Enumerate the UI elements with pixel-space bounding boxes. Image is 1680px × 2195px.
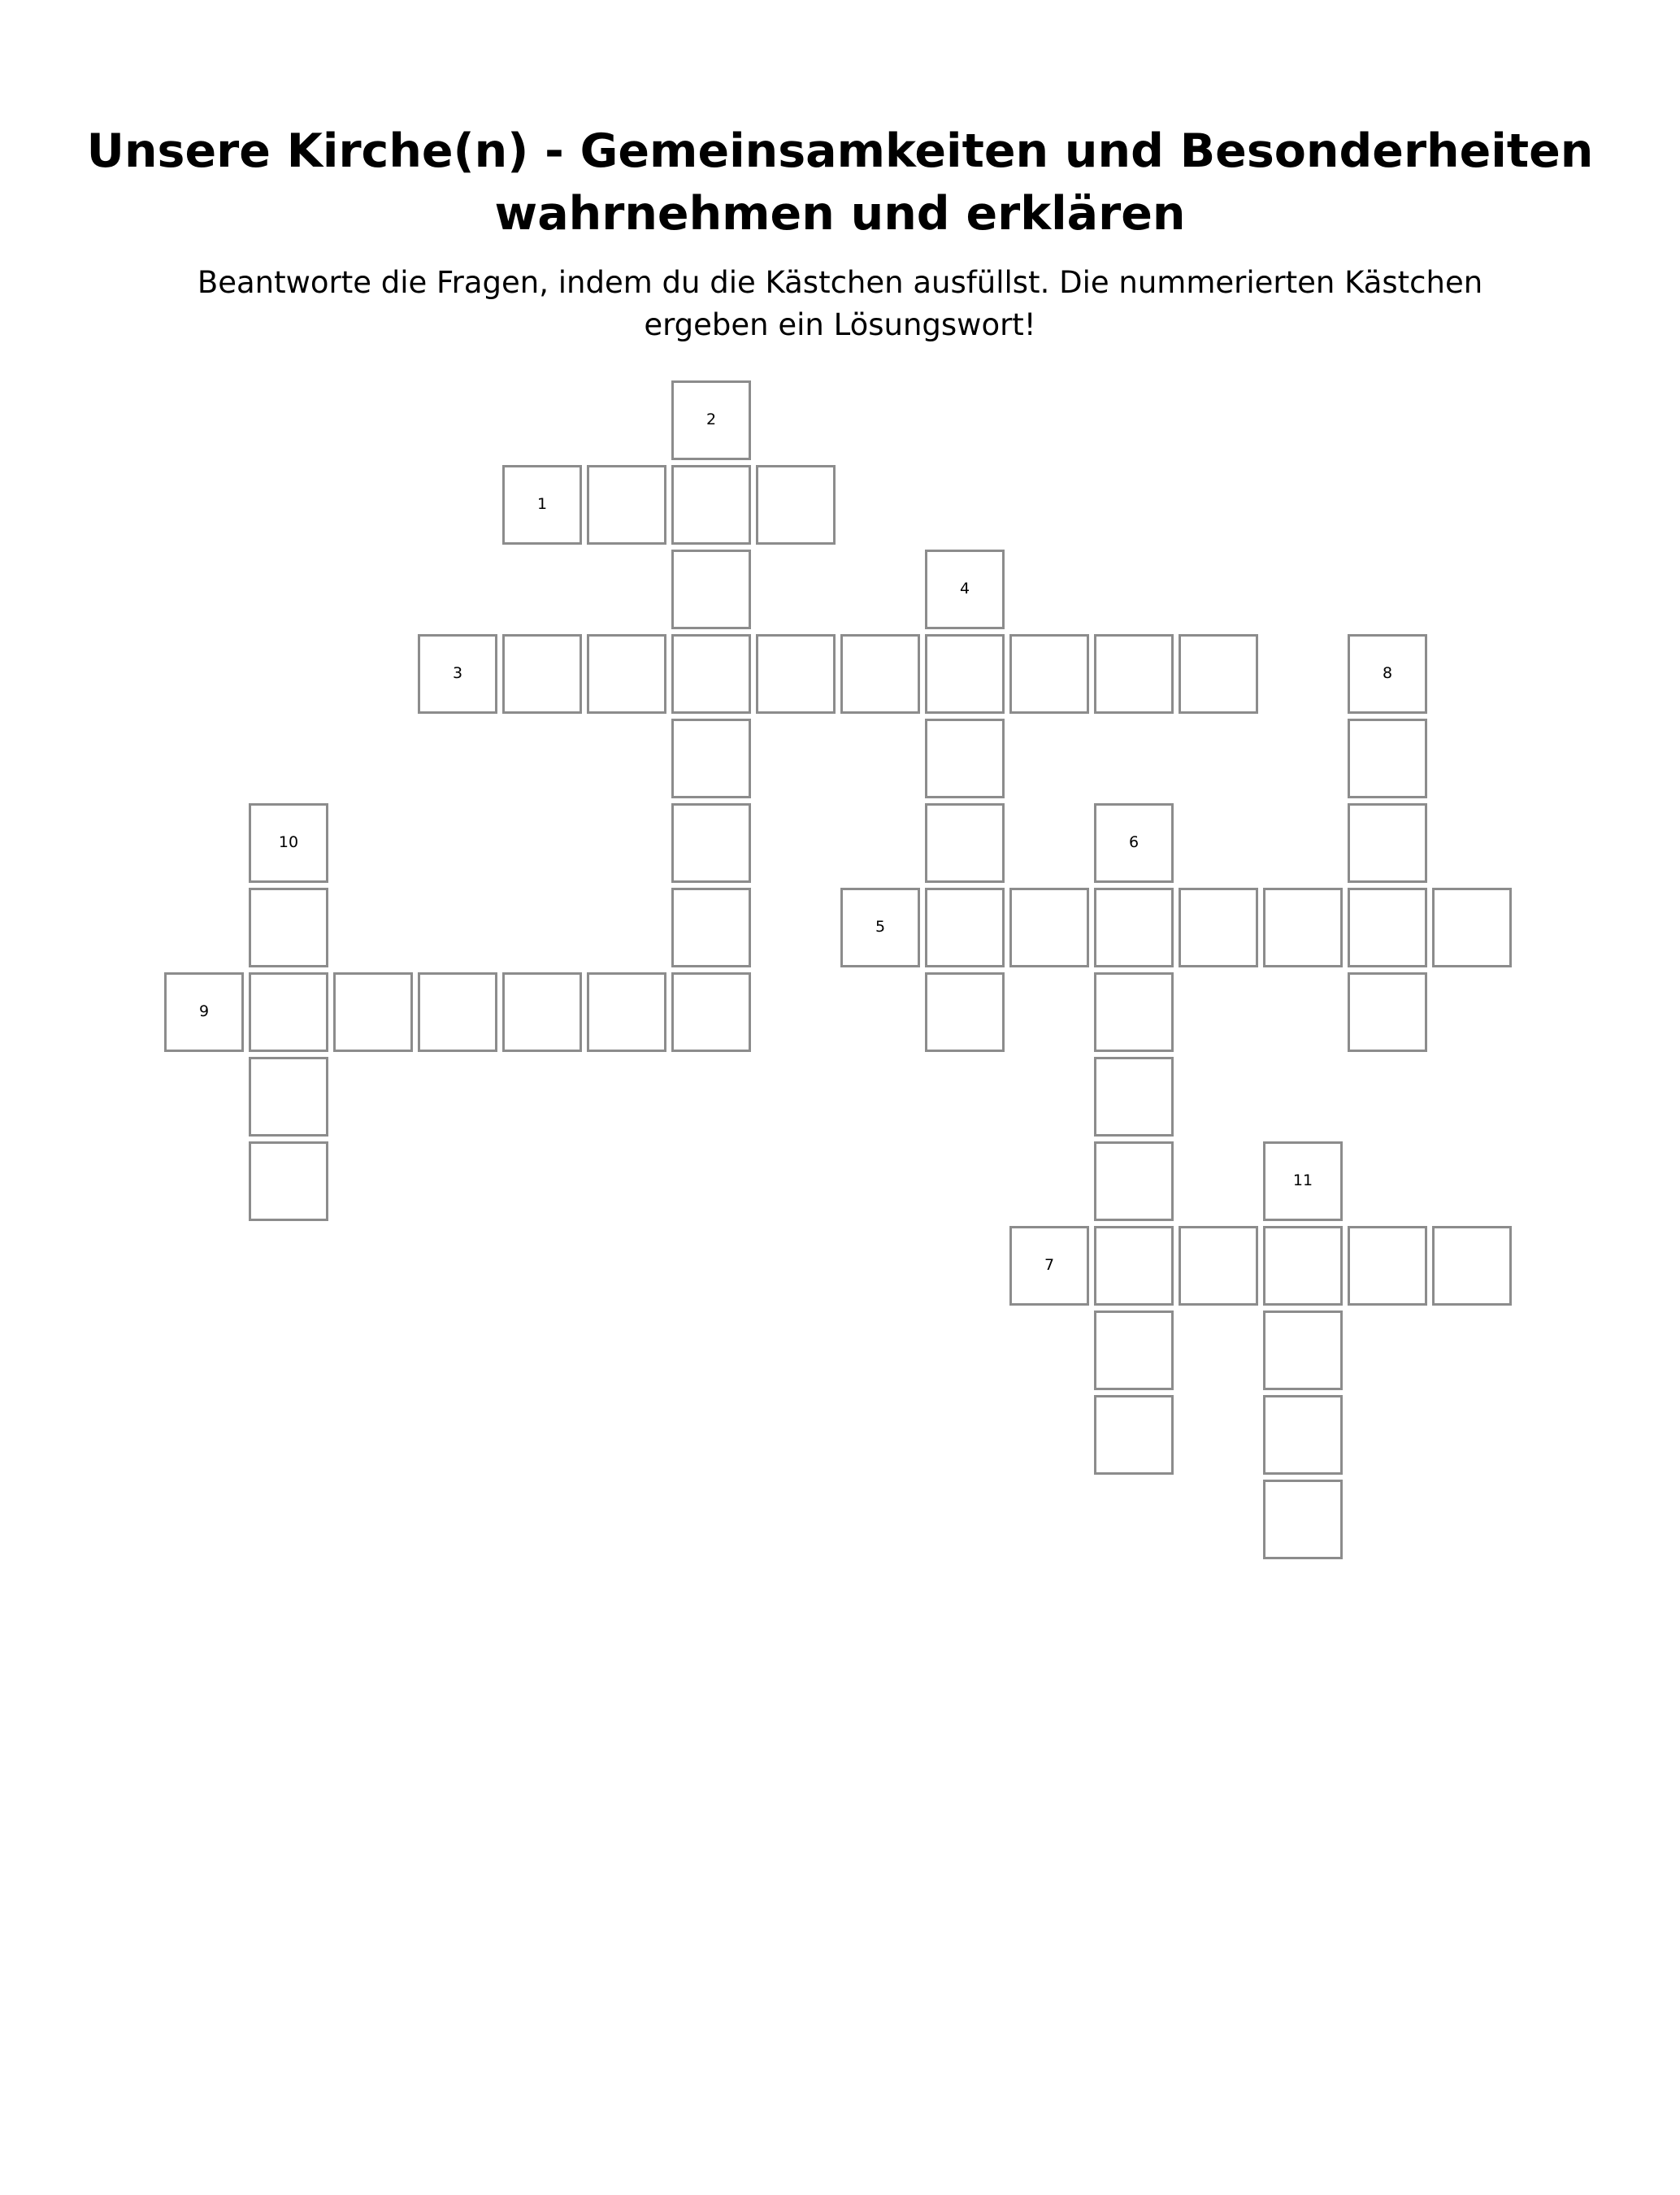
clue-8-number-cell xyxy=(1348,634,1427,714)
letter-cell[interactable] xyxy=(1263,1226,1343,1306)
clue-number: 4 xyxy=(959,580,970,598)
letter-cell[interactable] xyxy=(1094,972,1174,1052)
letter-cell[interactable] xyxy=(1009,634,1089,714)
letter-cell[interactable] xyxy=(925,972,1005,1052)
clue-5-number-cell xyxy=(840,888,920,967)
clue-number: 1 xyxy=(536,495,548,513)
clue-number: 8 xyxy=(1382,664,1393,682)
letter-cell[interactable] xyxy=(1179,1226,1258,1306)
letter-cell[interactable] xyxy=(587,465,666,545)
letter-cell[interactable] xyxy=(756,634,836,714)
letter-cell[interactable] xyxy=(502,972,582,1052)
letter-cell[interactable] xyxy=(925,634,1005,714)
letter-cell[interactable] xyxy=(1094,1395,1174,1475)
letter-cell[interactable] xyxy=(1263,888,1343,967)
clue-number: 11 xyxy=(1292,1171,1313,1189)
letter-cell[interactable] xyxy=(1348,972,1427,1052)
clue-number: 10 xyxy=(278,833,299,851)
letter-cell[interactable] xyxy=(756,465,836,545)
letter-cell[interactable] xyxy=(1179,634,1258,714)
letter-cell[interactable] xyxy=(925,719,1005,798)
letter-cell[interactable] xyxy=(418,972,497,1052)
clue-1-number-cell xyxy=(502,465,582,545)
clue-6-number-cell xyxy=(1094,803,1174,883)
letter-cell[interactable] xyxy=(1263,1395,1343,1475)
worksheet-title-line-2: wahrnehmen und erklären xyxy=(494,187,1186,241)
clue-7-number-cell xyxy=(1009,1226,1089,1306)
letter-cell[interactable] xyxy=(1348,719,1427,798)
letter-cell[interactable] xyxy=(925,888,1005,967)
letter-cell[interactable] xyxy=(1094,634,1174,714)
clue-10-number-cell xyxy=(249,803,328,883)
letter-cell[interactable] xyxy=(587,972,666,1052)
letter-cell[interactable] xyxy=(671,465,751,545)
clue-3-number-cell xyxy=(418,634,497,714)
letter-cell[interactable] xyxy=(671,550,751,629)
letter-cell[interactable] xyxy=(1432,1226,1512,1306)
clue-number: 9 xyxy=(198,1002,210,1020)
clue-number: 6 xyxy=(1128,833,1140,851)
letter-cell[interactable] xyxy=(671,719,751,798)
worksheet-title-line-1: Unsere Kirche(n) - Gemeinsamkeiten und Besonderheiten xyxy=(86,124,1594,178)
letter-cell[interactable] xyxy=(587,634,666,714)
letter-cell[interactable] xyxy=(1009,888,1089,967)
letter-cell[interactable] xyxy=(671,634,751,714)
letter-cell[interactable] xyxy=(1263,1480,1343,1559)
worksheet-instructions: Beantworte die Fragen, indem du die Kästchen ausfüllst. Die nummerierten Kästchen ergeben ein Lösungswort! xyxy=(197,265,1483,342)
letter-cell[interactable] xyxy=(1094,888,1174,967)
clue-number: 2 xyxy=(705,411,717,428)
clue-4-number-cell xyxy=(925,550,1005,629)
letter-cell[interactable] xyxy=(1094,1057,1174,1137)
letter-cell[interactable] xyxy=(249,972,328,1052)
letter-cell[interactable] xyxy=(249,888,328,967)
clue-number: 5 xyxy=(875,918,886,936)
letter-cell[interactable] xyxy=(249,1057,328,1137)
clue-11-number-cell xyxy=(1263,1141,1343,1221)
letter-cell[interactable] xyxy=(1348,888,1427,967)
letter-cell[interactable] xyxy=(925,803,1005,883)
letter-cell[interactable] xyxy=(1348,803,1427,883)
letter-cell[interactable] xyxy=(1348,1226,1427,1306)
letter-cell[interactable] xyxy=(1179,888,1258,967)
clue-2-number-cell xyxy=(671,380,751,460)
letter-cell[interactable] xyxy=(671,888,751,967)
clue-number: 3 xyxy=(452,664,463,682)
letter-cell[interactable] xyxy=(671,803,751,883)
letter-cell[interactable] xyxy=(1263,1310,1343,1390)
clue-9-number-cell xyxy=(164,972,244,1052)
letter-cell[interactable] xyxy=(249,1141,328,1221)
letter-cell[interactable] xyxy=(502,634,582,714)
letter-cell[interactable] xyxy=(1432,888,1512,967)
letter-cell[interactable] xyxy=(333,972,413,1052)
letter-cell[interactable] xyxy=(1094,1310,1174,1390)
letter-cell[interactable] xyxy=(1094,1141,1174,1221)
letter-cell[interactable] xyxy=(671,972,751,1052)
letter-cell[interactable] xyxy=(840,634,920,714)
clue-number: 7 xyxy=(1044,1256,1055,1274)
letter-cell[interactable] xyxy=(1094,1226,1174,1306)
